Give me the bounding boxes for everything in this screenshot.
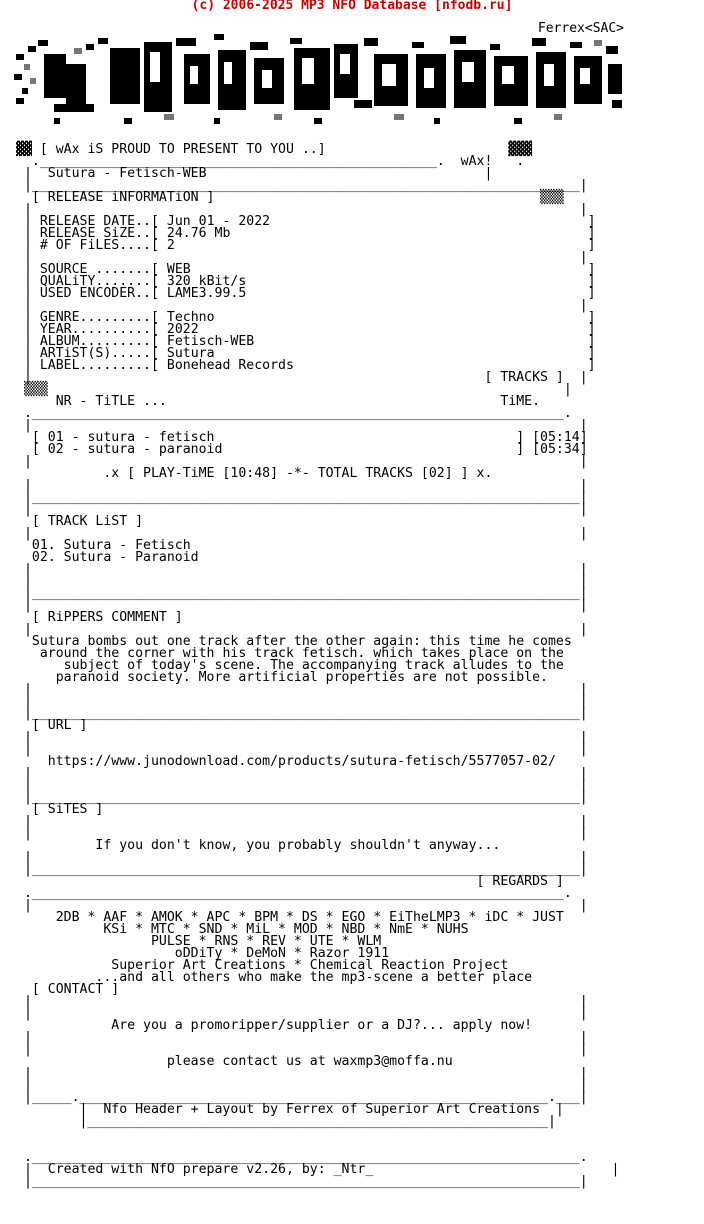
- track-list-item: 02. Sutura - Paranoid: [31, 550, 199, 565]
- label-value: Bonehead Records: [166, 358, 294, 373]
- encoder-label: USED ENCODER..[: [39, 286, 159, 301]
- rippers-comment-heading: [ RiPPERS COMMENT ]: [31, 610, 183, 625]
- rippers-comment-line: subject of today's scene. The accompanying track alludes to the: [31, 658, 564, 673]
- release-size-label: RELEASE SiZE..[: [39, 226, 159, 241]
- genre-label: GENRE.........[: [39, 310, 159, 325]
- label-label: LABEL.........[: [39, 358, 159, 373]
- track-list-heading: [ TRACK LiST ]: [31, 514, 144, 529]
- sites-heading: [ SiTES ]: [31, 802, 104, 817]
- regards-heading: [ REGARDS ]: [476, 874, 564, 889]
- logo-tag: wAx!: [460, 154, 493, 169]
- track-row-title: [ 02 - sutura - paranoid: [31, 442, 223, 457]
- regards-line: Superior Art Creations * Chemical Reaction Project: [111, 958, 509, 973]
- nfo-body: ▓▓ [ wAx iS PROUD TO PRESENT TO YOU ..] ▓▓▓ .__________________________________________________. wAx! . | Sutura - Fetisch-WEB | |_____________________________________________________________________| [ RELEASE iNFORMATiON ] ▒▒▒ | | | RELEASE DATE..[ Jun 01 - 2022 ] | RELEASE SiZE..[ 24.76 Mb ] | # OF FiLES....[ 2 ] | | | SOURCE .......[ WEB ] | QUALiTY.......[ 320 kBit/s ] | USED ENCODER..[ LAME3.99.5 ] | | | GENRE.........[ Techno ] | YEAR..........[ 2022 ] | ALBUM.........[ Fetisch-WEB ] | ARTiST(S).....[ Sutura ] | LABEL.........[ Bonehead Records ] | [ TRACKS ] | ▒▒▒ | NR - TiTLE ... TiME. .___________________________________________________________________. | | [ 01 - sutura - fetisch ] [05:14] [ 02 - sutura - paranoid ] [05:34] | | .x [ PLAY-TiME [10:48] -*- TOTAL TRACKS [02] ] x. | | |_____________________________________________________________________| | | [ TRACK LiST ] | | 01. Sutura - Fetisch 02. Sutura - Paranoid | | | | |_____________________________________________________________________| | | [ RiPPERS COMMENT ] | | Sutura bombs out one track after the other again: this time he comes around the corner with his track fetisch. which takes place on the subject of today's scene. The accompanying track alludes to the paranoid society. More artificial properties are not possible. | | | | |_____________________________________________________________________| [ URL ] | | | | https://www.junodownload.com/products/sutura-fetisch/5577057-02/ | | | | |_____________________________________________________________________| [ SiTES ] | | | | If you don't know, you probably shouldn't anyway... | | |_____________________________________________________________________| [ REGARDS ] .___________________________________________________________________. | | 2DB * AAF * AMOK * APC * BPM * DS * EGO * EiTheLMP3 * iDC * JUST KSi * MTC * SND * MiL * MOD * NBD * NmE * NUHS PULSE * RNS * REV * UTE * WLM oDDiTy * DeMoN * Razor 1911 Superior Art Creations * Chemical Reaction Project ...and all others who make the mp3-scene a better place [ CONTACT ] | | | | Are you a promoripper/supplier or a DJ?... apply now! | | | | please contact us at waxmp3@moffa.nu | | | | |_____.___________________________________________________________.___| | Nfo Header + Layout by Ferrex of Superior Art Creations | |__________________________________________________________| ._____________________________________________________________________. | Created with NfO prepare v2.26, by: _Ntr_ | |_____________________________________________________________________|: [16, 142, 620, 1189]
- regards-line: 2DB * AAF * AMOK * APC * BPM * DS * EGO * EiTheLMP3 * iDC * JUST: [55, 910, 564, 925]
- release-size: 24.76 Mb: [166, 226, 231, 241]
- release-url-link[interactable]: https://www.junodownload.com/products/sutura-fetisch/5577057-02/: [47, 754, 556, 769]
- artist-label: ARTiST(S).....[: [39, 346, 159, 361]
- regards-line: oDDiTy * DeMoN * Razor 1911: [174, 946, 390, 961]
- logo-credit: Ferrex<SAC>: [537, 21, 624, 36]
- url-heading: [ URL ]: [31, 718, 88, 733]
- encoder-value: LAME3.99.5: [166, 286, 247, 301]
- footer-credit: Nfo Header + Layout by Ferrex of Superior Art Creations: [103, 1102, 541, 1117]
- source-value: WEB: [166, 262, 191, 277]
- release-name: Sutura - Fetisch-WEB: [47, 166, 207, 181]
- year-value: 2022: [166, 322, 199, 337]
- track-list-item: 01. Sutura - Fetisch: [31, 538, 191, 553]
- regards-line: PULSE * RNS * REV * UTE * WLM: [150, 934, 382, 949]
- album-label: ALBUM.........[: [39, 334, 159, 349]
- contact-apply-text: Are you a promoripper/supplier or a DJ?... apply now!: [111, 1018, 533, 1033]
- contact-heading: [ CONTACT ]: [31, 982, 120, 997]
- artist-value: Sutura: [166, 346, 215, 361]
- quality-label: QUALiTY.......[: [39, 274, 159, 289]
- quality-value: 320 kBit/s: [166, 274, 247, 289]
- track-row-title: [ 01 - sutura - fetisch: [31, 430, 215, 445]
- release-date-label: RELEASE DATE..[: [39, 214, 159, 229]
- present-line: [ wAx iS PROUD TO PRESENT TO YOU ..]: [39, 142, 326, 157]
- tracks-summary: .x [ PLAY-TiME [10:48] -*- TOTAL TRACKS [02] ] x.: [103, 466, 493, 481]
- site-header: (c) 2006-2025 MP3 NFO Database [nfodb.ru]: [191, 0, 513, 13]
- created-with-text: Created with NfO prepare v2.26, by: _Ntr_: [47, 1162, 374, 1177]
- release-date: Jun 01 - 2022: [166, 214, 271, 229]
- tracks-col-time: TiME.: [500, 394, 541, 409]
- tracks-heading: [ TRACKS ]: [484, 370, 564, 385]
- regards-line: KSi * MTC * SND * MiL * MOD * NBD * NmE * NUHS: [103, 922, 469, 937]
- release-info-heading: [ RELEASE iNFORMATiON ]: [31, 190, 215, 205]
- album-value: Fetisch-WEB: [166, 334, 255, 349]
- year-label: YEAR..........[: [39, 322, 159, 337]
- files-label: # OF FiLES....[: [39, 238, 159, 253]
- rippers-comment-line: around the corner with his track fetisch. which takes place on the: [31, 646, 564, 661]
- genre-value: Techno: [166, 310, 215, 325]
- regards-line: ...and all others who make the mp3-scene a better place: [95, 970, 533, 985]
- track-row-time: ] [05:14]: [516, 430, 588, 445]
- rippers-comment-line: Sutura bombs out one track after the other again: this time he comes: [31, 634, 572, 649]
- contact-email-text[interactable]: please contact us at waxmp3@moffa.nu: [166, 1054, 453, 1069]
- source-label: SOURCE .......[: [39, 262, 159, 277]
- files-count: 2: [166, 238, 175, 253]
- rippers-comment-line: paranoid society. More artificial properties are not possible.: [31, 670, 548, 685]
- track-row-time: ] [05:34]: [516, 442, 588, 457]
- tracks-col-title: NR - TiTLE ...: [55, 394, 167, 409]
- sites-text: If you don't know, you probably shouldn't anyway...: [95, 838, 501, 853]
